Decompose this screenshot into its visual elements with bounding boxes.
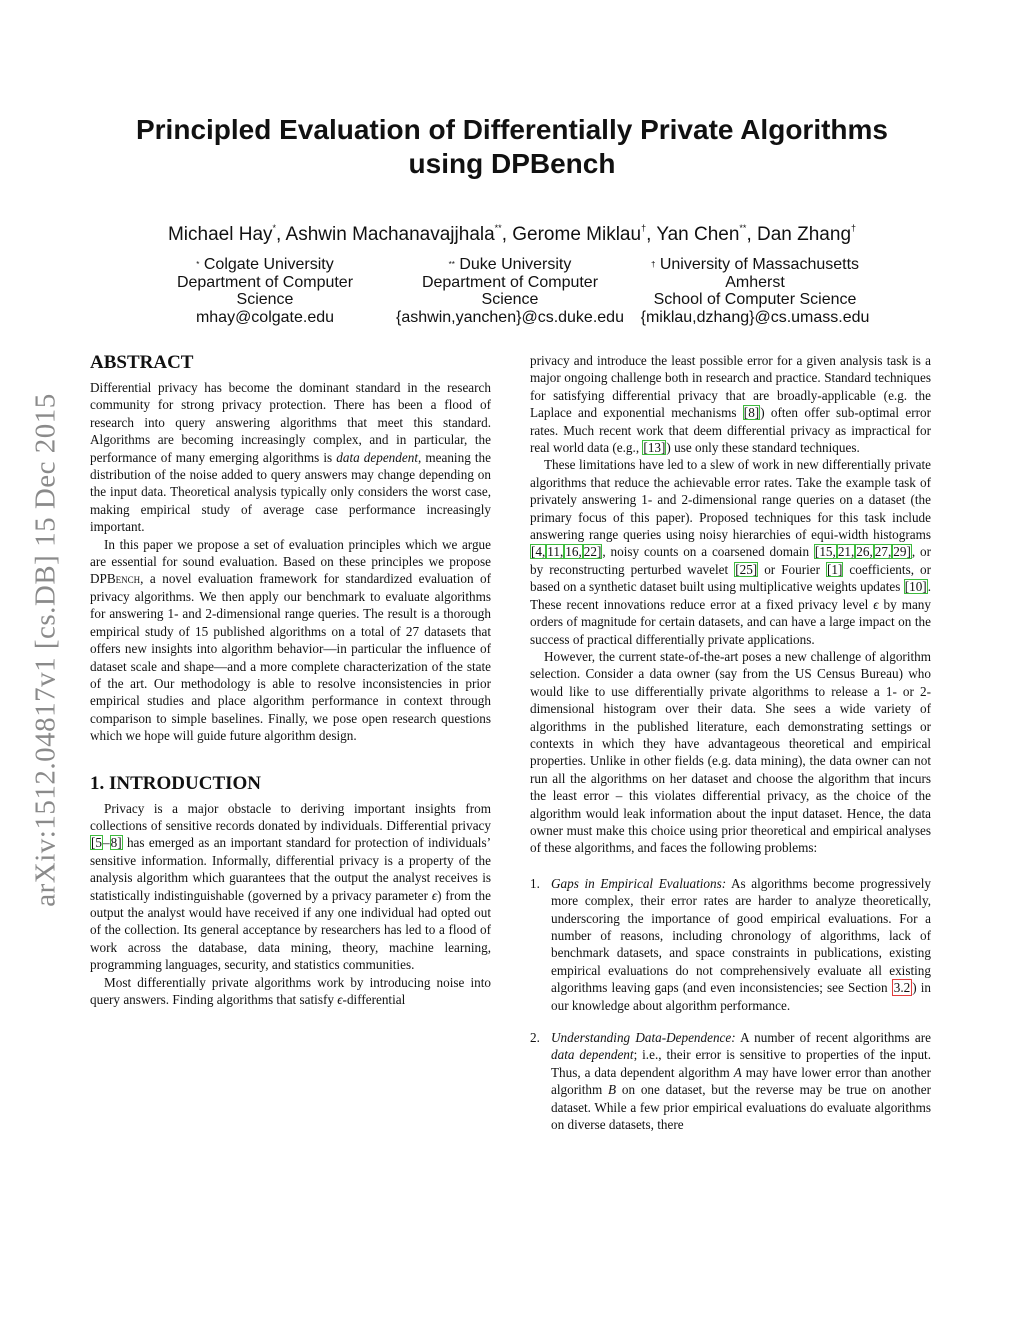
left-column	[90, 352, 491, 1008]
math-variable: B	[608, 1082, 617, 1098]
epsilon-symbol: ϵ	[337, 992, 343, 1007]
author-separator: ,	[746, 224, 757, 245]
abstract-paragraph-2	[90, 536, 491, 745]
affiliation-university: Colgate University	[199, 256, 334, 273]
title-line-1: Principled Evaluation of Differentially Private Algorithms	[135, 114, 888, 145]
text-run: Privacy is a major obstacle to deriving important insights from collections of sensitive records donated by individuals. Differential privacy	[90, 800, 491, 833]
abstract-heading: ABSTRACT	[90, 352, 194, 373]
citation-link[interactable]: 11,	[547, 544, 564, 560]
text-run: , noisy counts on a coarsened domain	[602, 544, 814, 560]
small-caps-text: ench	[115, 571, 141, 587]
problem-list	[530, 875, 931, 1134]
epsilon-symbol: ϵ	[873, 596, 879, 612]
math-variable: A	[733, 1064, 742, 1080]
affiliation-university: Duke University	[454, 256, 572, 273]
intro-paragraph-1	[90, 800, 491, 974]
author-mark: *	[272, 223, 277, 233]
text-run: by many orders of magnitude for certain datasets, and can have a large impact on the success of practical differentially private applications.	[530, 596, 931, 647]
affiliation-email: mhay@colgate.edu	[195, 308, 335, 326]
text-run: These limitations have led to a slew of work in new differentially private algorithms that reduce the achievable error rates. Take the example task of privately answering 1- and 2-dimensional range queries on a dataset (the primary focus of this paper). Proposed techniques for this task include answering range queries using noisy hierarchies of equi-width histograms	[530, 457, 931, 543]
affiliation-department-cont: School of Computer Science	[653, 291, 857, 308]
author-name: Dan Zhang	[757, 224, 852, 245]
affiliation-department-cont: Science	[236, 291, 294, 308]
text-run: coefficients, or based on a synthetic dataset built using multiplicative weights updates	[530, 561, 931, 595]
introduction-heading: 1. INTRODUCTION	[90, 772, 262, 794]
dpbench-name	[90, 571, 140, 586]
text-run: A number of recent algorithms are	[735, 1030, 931, 1046]
affiliation-email: {miklau,dzhang}@cs.umass.edu	[640, 308, 870, 326]
abstract-paragraph-1	[90, 379, 491, 536]
text-run: Most differentially private algorithms work by introducing noise into query answers. Finding algorithms that satisfy	[90, 974, 491, 1007]
text-run: . These recent innovations reduce error at a fixed privacy level	[530, 579, 931, 612]
affiliation-mark: **	[448, 260, 455, 269]
author-separator: ,	[501, 224, 513, 245]
citation-link[interactable]: 27,	[874, 544, 892, 560]
title-line-2: using DPBench	[408, 148, 616, 179]
text-run: Differential privacy has become the dominant standard in the research community for strong privacy protection. There has been a flood of research into query answering algorithms that meet this standard. Algorithms are becoming increasingly complex, and in particular, the performance of many emerging algorithms is	[90, 380, 491, 465]
author-name: Yan Chen	[656, 224, 740, 245]
author-list	[80, 224, 944, 246]
text-run: ) from the output the analyst would have received if any one individual had opted out of the collection. Its general acceptance by researchers has led to a flood of work across the database, data mining, theory, machine learning, programming languages, security, and statistics communities.	[90, 887, 491, 973]
affiliation-colgate	[160, 256, 370, 326]
text-run: ) often offer sub-optimal error rates. Much recent work that deem differential privacy as impractical for real world data (e.g.,	[530, 405, 931, 456]
citation-link[interactable]: [15,	[814, 544, 836, 560]
text-run: –	[103, 835, 110, 851]
text-run: on one dataset, but the reverse may be true on another dataset. While a few prior empirical evaluations do evaluate algorithms on diverse datasets, there	[551, 1082, 931, 1133]
citation-link[interactable]: [25]	[735, 561, 758, 577]
arxiv-identifier: arXiv:1512.04817v1 [cs.DB] 15 Dec 2015	[29, 393, 62, 907]
list-item	[530, 1029, 931, 1133]
citation-link[interactable]: [10]	[904, 579, 927, 595]
list-item-lead: Understanding Data-Dependence:	[551, 1030, 736, 1046]
text-run: privacy and introduce the least possible error for a given analysis task is a major ongoing challenge both in research and practice. Standard techniques for satisfying differential privacy that are broadly-applicable (e.g. the Laplace and exponential mechanisms	[530, 353, 931, 421]
affiliation-department: Department of Computer	[176, 273, 354, 291]
citation-link[interactable]: [4,	[531, 544, 546, 560]
intro-paragraph-4: However, the current state-of-the-art poses a new challenge of algorithm selection. Consider a data owner (say from the US Census Bureau) who would like to use differentially private algorithms to release a 1- or 2- dimensional histogram over their data. She sees a wide variety of algorithms in the published literature, each demonstrating settings or contexts in which they have advantageous theoretical and empirical properties. Unlike in other fields (e.g. data mining), the data owner can not run all the algorithms on her dataset and choose the algorithm that incurs the least error – this violates differential privacy, as the choice of the algorithm would leak information about the input dataset. Hence, the data owner must make this choice using prior theoretical and empirical analyses of these algorithms, and faces the following problems:	[530, 648, 931, 856]
affiliation-department: Amherst	[725, 273, 785, 291]
paper-title	[80, 113, 944, 181]
emphasis-text: data dependent	[336, 449, 418, 465]
intro-paragraph-2	[90, 974, 491, 1009]
arxiv-sidebar	[28, 350, 64, 950]
text-run: ; i.e., their error is sensitive to properties of the input. Thus, a data dependent algorithm	[551, 1047, 932, 1080]
text-run: or Fourier	[758, 561, 827, 577]
affiliation-mark: *	[196, 260, 200, 269]
affiliation-duke	[385, 256, 635, 326]
text-run: may have lower error than another algorithm	[551, 1064, 931, 1098]
author-mark: **	[739, 223, 747, 233]
citation-link[interactable]: 26,	[856, 544, 873, 560]
affiliation-email: {ashwin,yanchen}@cs.duke.edu	[396, 308, 624, 326]
text-run: -differential	[342, 992, 406, 1007]
author-name: Ashwin Machanavajjhala	[285, 224, 495, 245]
citation-link[interactable]: 29]	[893, 544, 911, 560]
affiliation-department: Department of Computer	[421, 273, 599, 291]
citation-link[interactable]: [1]	[827, 561, 843, 577]
citation-link[interactable]: [13]	[643, 440, 666, 456]
list-item-number: 1.	[530, 875, 540, 891]
author-mark: †	[641, 223, 647, 233]
section-link[interactable]: 3.2	[893, 980, 911, 996]
intro-paragraph-2-continued	[530, 352, 931, 456]
citation-link[interactable]: 8]	[110, 835, 122, 851]
affiliation-mark: †	[650, 260, 656, 269]
text-run: ) in our knowledge about algorithm performance.	[551, 980, 931, 1013]
author-mark: **	[494, 223, 502, 233]
author-name: Michael Hay	[167, 224, 273, 245]
text-run: In this paper we propose a set of evaluation principles which we argue are essential for sound evaluation. Based on these principles we propose	[90, 536, 491, 570]
epsilon-symbol: ϵ	[431, 887, 438, 903]
citation-link[interactable]: [8]	[743, 405, 760, 421]
affiliation-department-cont: Science	[481, 291, 539, 308]
affiliation-umass	[636, 256, 874, 326]
citation-link[interactable]: 21,	[837, 544, 855, 560]
citation-link[interactable]: 16,	[565, 544, 582, 560]
text-run: has emerged as an important standard for protection of individuals’ sensitive information. Informally, differential privacy is a property of the analysis algorithm which guarantees that the output the analyst receives is statistically indistinguishable (governed by a privacy parameter	[90, 835, 491, 903]
author-separator: ,	[276, 224, 286, 245]
author-mark: †	[851, 223, 857, 233]
author-separator: ,	[646, 224, 657, 245]
list-item-lead: Gaps in Empirical Evaluations:	[551, 875, 727, 891]
citation-link[interactable]: 22]	[583, 544, 602, 560]
text-run: , a novel evaluation framework for standardized evaluation of privacy algorithms. We then apply our benchmark to evaluate algorithms for answering 1- and 2-dimensional range queries. The result is a thorough empirical study of 15 published algorithms on a total of 27 datasets that offers new insights into algorithm behavior—in particular the influence of dataset scale and shape—and a more complete characterization of the state of the art. Our methodology is able to resolve inconsistencies in prior empirical studies and place algorithm performance in context through comparison to simple baselines. Finally, we pose open research questions which we hope will guide future algorithm design.	[90, 571, 491, 744]
list-item-number: 2.	[530, 1030, 540, 1046]
intro-paragraph-3	[530, 456, 931, 647]
text-run: ) use only these standard techniques.	[666, 440, 860, 456]
text-run: , or by reconstructing perturbed wavelet	[530, 544, 931, 577]
citation-link[interactable]: [5	[91, 835, 102, 851]
right-column	[530, 352, 931, 1148]
text-run: , meaning the distribution of the noise added to query answers may change depending on the input data. Theoretical analysis typically only considers the worst case, making empirical study of average case performance increasingly important.	[90, 449, 491, 535]
author-name: Gerome Miklau	[512, 224, 642, 245]
text-run: DPB	[90, 571, 116, 587]
list-item	[530, 875, 931, 1014]
emphasis-text: data dependent	[551, 1047, 634, 1063]
affiliation-university: University of Massachusetts	[655, 256, 860, 273]
text-run: As algorithms become progressively more complex, their error rates are harder to analyze theoretically, underscoring the importance of good empirical evaluations. For a number of reasons, including chronology of algorithms, lack of benchmark datasets, and space constraints in publications, existing empirical evaluations do not comprehensively evaluate all existing algorithms leaving gaps (and even inconsistencies; see Section	[551, 875, 931, 996]
